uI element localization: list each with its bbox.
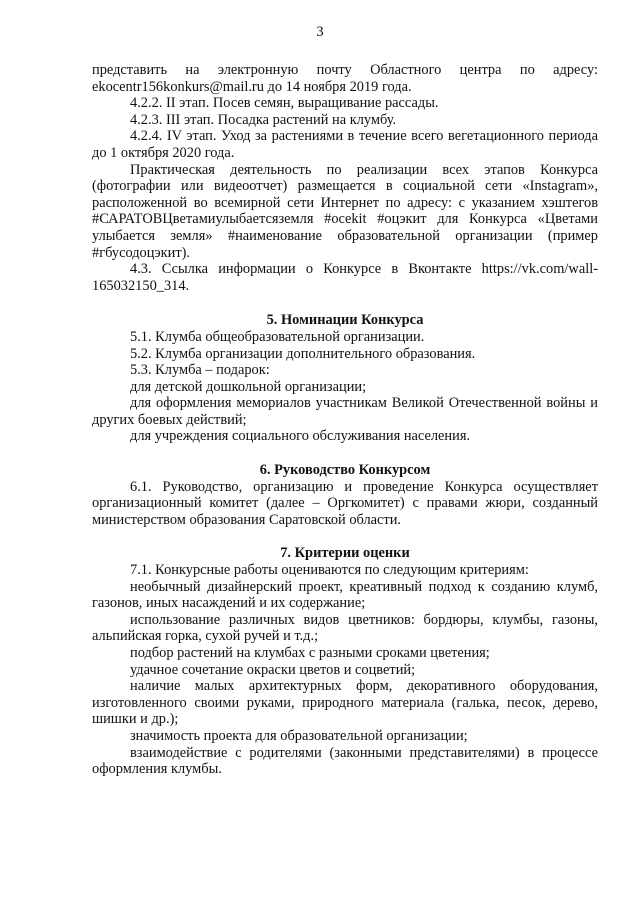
paragraph: удачное сочетание окраски цветов и соцветий;	[130, 661, 416, 678]
paragraph: наличие малых архитектурных форм, декоративного оборудования, изготовленного своими руками, природного материала (галька, песок, дерево, шишки и др.);	[92, 678, 598, 728]
paragraph: 4.3. Ссылка информации о Конкурсе в Вконтакте https://vk.com/wall-165032150_314.	[92, 261, 598, 294]
section-gap	[92, 294, 598, 312]
paragraph: 4.2.4. IV этап. Уход за растениями в течение всего вегетационного периода до 1 октября 2020 года.	[92, 128, 598, 161]
section-heading: 7. Критерии оценки	[280, 545, 410, 562]
paragraph: 4.2.2. II этап. Посев семян, выращивание рассады.	[130, 95, 439, 112]
paragraph: использование различных видов цветников: бордюры, клумбы, газоны, альпийская горка, сухой ручей и т.д.;	[92, 611, 598, 645]
section-gap	[92, 528, 598, 545]
section-gap	[92, 445, 598, 462]
paragraph: необычный дизайнерский проект, креативный подход к созданию клумб, газонов, иных насаждений и их содержание;	[92, 578, 598, 612]
section-heading: 5. Номинации Конкурса	[266, 312, 424, 329]
paragraph: представить на электронную почту Областного центра по адресу:	[92, 62, 598, 78]
paragraph: 6.1. Руководство, организацию и проведение Конкурса осуществляет организационный комитет (далее – Оргкомитет) с правами жюри, созданный министерством образования Саратовской области.	[92, 478, 598, 528]
paragraph: 5.3. Клумба – подарок:	[130, 362, 270, 379]
section-heading: 6. Руководство Конкурсом	[259, 462, 431, 479]
paragraph: 5.2. Клумба организации дополнительного образования.	[130, 345, 476, 362]
paragraph: 5.1. Клумба общеобразовательной организации.	[130, 328, 425, 345]
paragraph: Практическая деятельность по реализации всех этапов Конкурса (фотографии или видеоотчет) размещается в социальной сети «Instagram», расположенной во всемирной сети Интернет по адресу: с указанием хэштегов #САРАТОВЦветамиулыбаетсяземля #ocekit #оцэкит для Конкурса «Цветами улыбается земля» #наименование образовательной организации (пример #гбусодоцэкит).	[92, 161, 598, 261]
paragraph: 4.2.3. III этап. Посадка растений на клумбу.	[130, 111, 397, 128]
document-body	[92, 62, 598, 778]
paragraph: значимость проекта для образовательной организации;	[130, 727, 468, 744]
paragraph: взаимодействие с родителями (законными представителями) в процессе оформления клумбы.	[92, 744, 598, 778]
paragraph: 7.1. Конкурсные работы оцениваются по следующим критериям:	[130, 562, 529, 579]
paragraph: для оформления мемориалов участникам Великой Отечественной войны и других боевых действий;	[92, 395, 598, 428]
paragraph: ekocentr156konkurs@mail.ru до 14 ноября 2019 года.	[92, 78, 412, 95]
paragraph: подбор растений на клумбах с разными сроками цветения;	[130, 645, 490, 661]
paragraph: для детской дошкольной организации;	[130, 378, 367, 395]
page-number: 3	[316, 24, 324, 40]
paragraph: для учреждения социального обслуживания населения.	[130, 428, 471, 445]
